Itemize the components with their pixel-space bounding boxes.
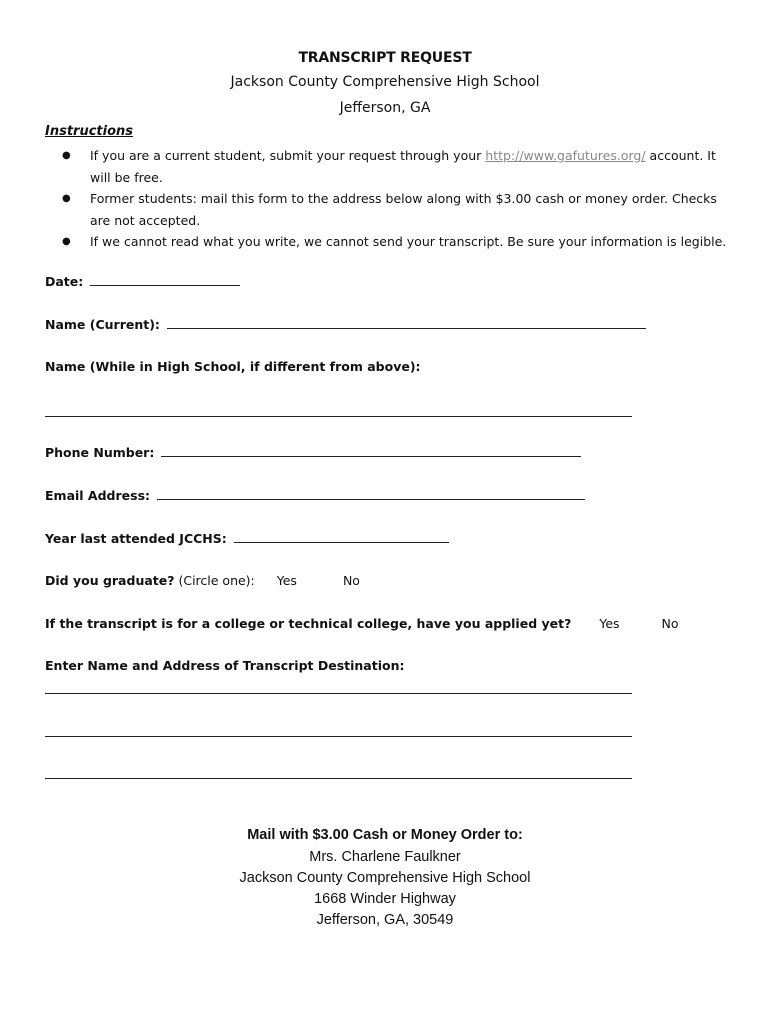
- name-hs-field[interactable]: [45, 416, 632, 417]
- mail-school: Jackson County Comprehensive High School: [239, 870, 531, 886]
- name-current-label: Name (Current):: [45, 317, 160, 332]
- instruction-text: If you are a current student, submit your request through your: [90, 148, 482, 163]
- graduate-row: [45, 573, 360, 588]
- mail-street: 1668 Winder Highway: [314, 891, 456, 907]
- date-row: [45, 273, 240, 289]
- phone-field[interactable]: [161, 444, 581, 457]
- email-field[interactable]: [157, 487, 585, 500]
- email-row: [45, 487, 585, 503]
- date-label: Date:: [45, 274, 84, 289]
- instruction-text: Former students: mail this form to the address below along with $3.00 cash or money order. Checks: [90, 191, 717, 206]
- year-field[interactable]: [234, 530, 449, 543]
- instruction-text: account. It: [649, 148, 716, 163]
- school-city: Jefferson, GA: [339, 100, 431, 116]
- instruction-text: If we cannot read what you write, we cannot send your transcript. Be sure your information is legible.: [90, 234, 727, 249]
- name-hs-row: [45, 359, 421, 374]
- instruction-text: will be free.: [90, 169, 163, 185]
- applied-row: [45, 616, 679, 631]
- bullet-icon: ●: [62, 236, 71, 247]
- instruction-item: [45, 231, 735, 253]
- graduate-hint: (Circle one):: [178, 573, 255, 588]
- year-row: [45, 530, 449, 546]
- mail-city: Jefferson, GA, 30549: [316, 912, 454, 928]
- name-current-row: [45, 316, 646, 332]
- graduate-label: Did you graduate?: [45, 573, 175, 588]
- mail-heading: Mail with $3.00 Cash or Money Order to:: [247, 827, 523, 843]
- destination-line-1[interactable]: [45, 693, 632, 694]
- destination-line-2[interactable]: [45, 736, 632, 737]
- destination-line-3[interactable]: [45, 778, 632, 779]
- applied-no-option[interactable]: No: [661, 616, 679, 631]
- email-label: Email Address:: [45, 488, 151, 503]
- applied-yes-option[interactable]: Yes: [599, 616, 620, 631]
- instruction-text: are not accepted.: [90, 212, 201, 228]
- date-field[interactable]: [90, 273, 240, 286]
- phone-label: Phone Number:: [45, 445, 155, 460]
- instructions-heading: Instructions: [45, 124, 134, 139]
- graduate-yes-option[interactable]: Yes: [276, 573, 297, 588]
- phone-row: [45, 444, 581, 460]
- destination-label: Enter Name and Address of Transcript Destination:: [45, 658, 405, 673]
- instruction-item: [45, 188, 735, 231]
- mail-recipient: Mrs. Charlene Faulkner: [309, 849, 461, 865]
- name-hs-label: Name (While in High School, if different from above):: [45, 359, 421, 374]
- name-current-field[interactable]: [167, 316, 646, 329]
- gafutures-link[interactable]: http://www.gafutures.org/: [485, 148, 646, 163]
- bullet-icon: ●: [62, 150, 71, 161]
- instructions-list: [45, 145, 735, 253]
- applied-label: If the transcript is for a college or technical college, have you applied yet?: [45, 616, 572, 631]
- bullet-icon: ●: [62, 193, 71, 204]
- instruction-item: [45, 145, 735, 188]
- form-title: TRANSCRIPT REQUEST: [298, 50, 472, 66]
- destination-row: [45, 658, 404, 673]
- year-label: Year last attended JCCHS:: [45, 531, 227, 546]
- school-name: Jackson County Comprehensive High School: [230, 74, 540, 90]
- graduate-no-option[interactable]: No: [342, 573, 360, 588]
